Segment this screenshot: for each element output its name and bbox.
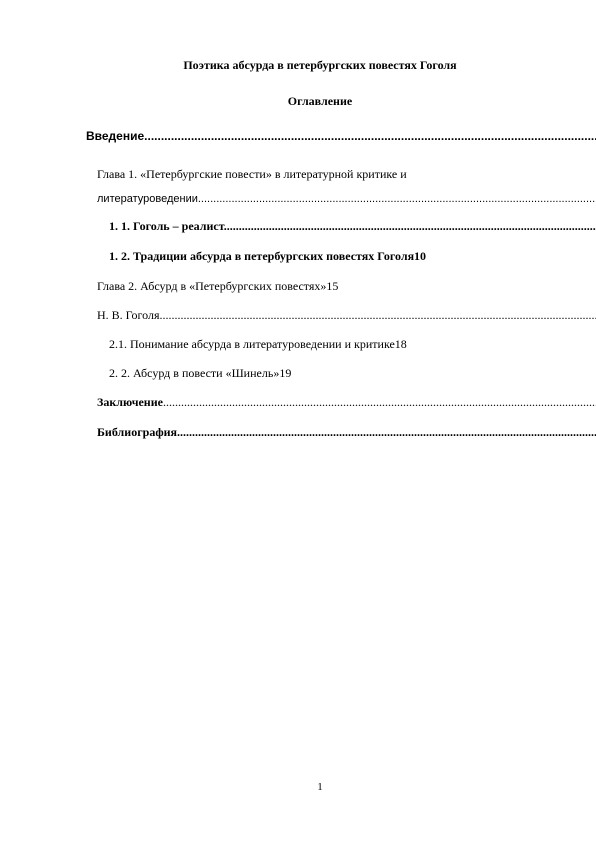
- dot-leader: [160, 308, 596, 322]
- toc-entry-label: 2. 2. Абсурд в повести «Шинель»19: [109, 366, 292, 380]
- toc-entry-label: 1. 1. Гоголь – реалист: [109, 219, 224, 233]
- toc-entry-section-1-2[interactable]: [109, 248, 596, 264]
- dot-leader: [198, 193, 596, 205]
- toc-entry-chapter-1-line-2[interactable]: [97, 191, 596, 207]
- toc-entry-section-2-2[interactable]: [109, 365, 596, 381]
- dot-leader: [144, 129, 596, 143]
- toc-entry-label: Библиография: [97, 425, 178, 439]
- page-number: 1: [317, 781, 323, 793]
- toc-entry-chapter-1-line-1[interactable]: [97, 166, 596, 182]
- toc-entry-label: литературоведении: [97, 193, 198, 205]
- toc-entry-chapter-2-line-1[interactable]: [97, 278, 596, 294]
- toc-entry-chapter-2-line-2[interactable]: [97, 307, 596, 323]
- document-title: Поэтика абсурда в петербургских повестях Гоголя: [183, 58, 457, 72]
- dot-leader: [163, 395, 596, 409]
- toc-entry-label: Н. В. Гоголя: [97, 308, 160, 322]
- toc-entry-section-2-1[interactable]: [109, 336, 596, 352]
- dot-leader: [224, 219, 596, 233]
- toc-heading: Оглавление: [287, 94, 353, 108]
- toc-entry-introduction[interactable]: [86, 128, 596, 144]
- toc-entry-conclusion[interactable]: [97, 394, 596, 410]
- toc-entry-label: Глава 1. «Петербургские повести» в литературной критике и: [97, 167, 407, 181]
- toc-entry-bibliography[interactable]: [97, 424, 596, 440]
- dot-leader: [177, 425, 596, 439]
- toc-entry-label: 1. 2. Традиции абсурда в петербургских повестях Гоголя10: [109, 249, 427, 263]
- toc-entry-label: Заключение: [97, 395, 163, 409]
- toc-entry-label: 2.1. Понимание абсурда в литературоведении и критике18: [109, 337, 407, 351]
- toc-entry-section-1-1[interactable]: [109, 218, 596, 234]
- toc-entry-label: Введение: [86, 129, 145, 143]
- toc-entry-label: Глава 2. Абсурд в «Петербургских повестях»15: [97, 279, 339, 293]
